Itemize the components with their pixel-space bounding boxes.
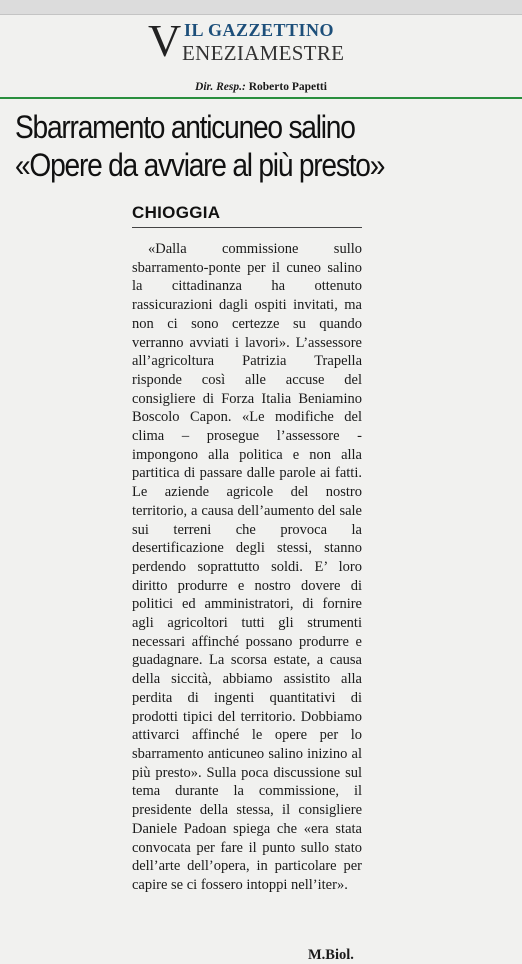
newspaper-logo [148, 15, 388, 70]
section-divider [132, 227, 362, 228]
article-headline [15, 108, 515, 184]
director-line [0, 81, 522, 93]
director-name: Roberto Papetti [248, 81, 327, 93]
masthead-divider [0, 97, 522, 99]
article-body [132, 240, 362, 895]
logo-initial: V [148, 15, 182, 66]
browser-top-bar [0, 0, 522, 15]
edition-name: ENEZIAMESTRE [182, 41, 345, 65]
author-byline: M.Biol. [308, 947, 354, 963]
section-label: CHIOGGIA [132, 203, 221, 222]
director-label: Dir. Resp.: [195, 81, 246, 93]
newspaper-name: IL GAZZETTINO [184, 20, 335, 40]
headline-line-2: «Opere da avviare al più presto» [15, 147, 385, 183]
headline-line-1: Sbarramento anticuneo salino [15, 109, 355, 145]
article-paragraph: «Dalla commissione sullo sbarramento-ponte per il cuneo salino la cittadinanza ha ottenuto rassicurazioni dagli ospiti invitati, ma non ci sono certezze su quando verranno avviati i lavori». L’assessore all’agricoltura Patrizia Trapella risponde così alle accuse del consigliere di Forza Italia Beniamino Boscolo Capon. «Le modifiche del clima – prosegue l’assessore - impongono alla politica e non alla partitica di passare dalle parole ai fatti. Le aziende agricole del nostro territorio, a causa dell’aumento del sale sui terreni che provoca la desertificazione degli stessi, stanno perdendo soprattutto soldi. E’ loro diritto produrre e nostro dovere di politici ed amministratori, di fornire agli agricoltori tutti gli strumenti necessari affinché possano produrre e guadagnare. La scorsa estate, a causa della siccità, abbiamo assistito alla perdita di ingenti quantitativi di prodotti tipici del territorio. Dobbiamo attivarci affinché le opere per lo sbarramento anticuneo salino inizino al più presto». Sulla poca discussione sul tema durante la commissione, il presidente della stessa, il consigliere Daniele Padoan spiega che «era stata convocata per fare il punto sullo stato dell’arte dell’opera, in particolare per capire se ci fossero intoppi nell’iter». [132, 241, 362, 893]
